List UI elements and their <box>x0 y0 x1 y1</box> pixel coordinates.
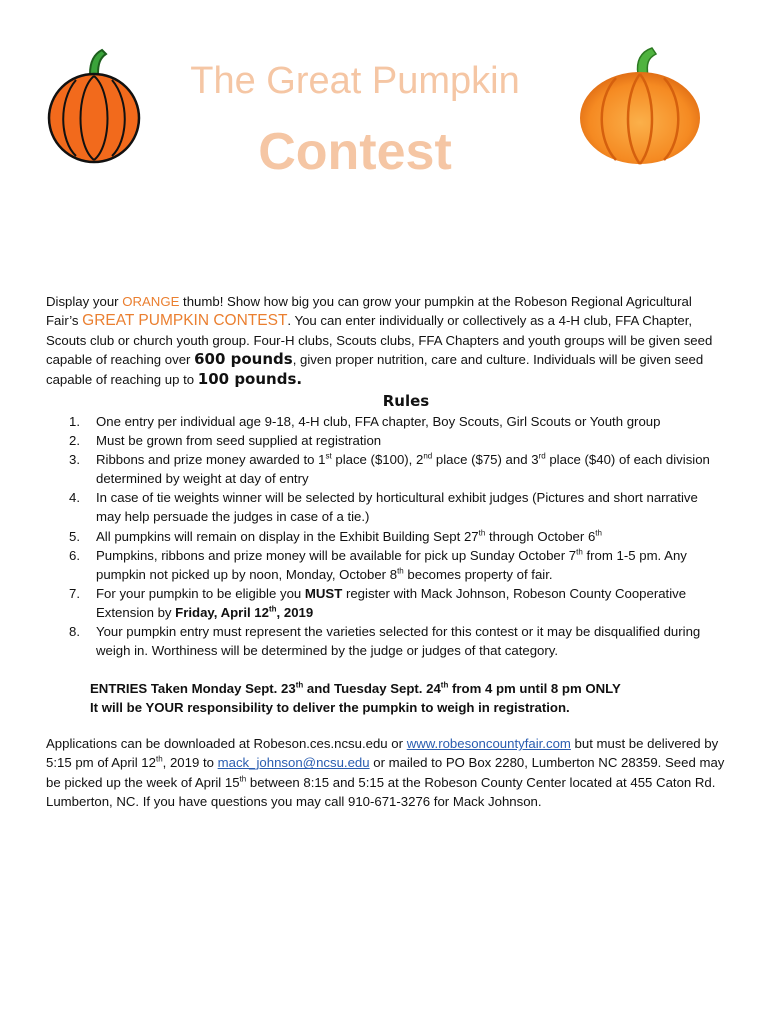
contest-name: GREAT PUMPKIN CONTEST <box>82 312 288 330</box>
ordinal: th <box>268 604 277 614</box>
ordinal: th <box>295 680 304 690</box>
rule-number: 8. <box>69 624 80 640</box>
intro-text: thumb! Show how big you can grow your pumpkin at the Robeson Regional Agricultural Fair’s <box>46 294 692 329</box>
applications-text: or mailed to PO Box 2280, Lumberton NC 28359. Seed may be picked up the week of April 15 <box>46 755 725 790</box>
rule-number: 7. <box>69 585 80 601</box>
rule-item <box>46 546 726 584</box>
entries-text: ENTRIES Taken Monday Sept. 23 <box>90 681 296 696</box>
applications-text: Applications can be downloaded at Robeson.ces.ncsu.edu or <box>46 736 407 751</box>
rule-text: Your pumpkin entry must represent the varieties selected for this contest or it may be disqualified during weigh in. Worthiness will be determined by the judge or judges of that category. <box>96 624 701 659</box>
rule-text: For your pumpkin to be eligible you <box>96 585 305 601</box>
fair-website-link[interactable]: www.robesoncountyfair.com <box>406 736 571 751</box>
rule-number: 2. <box>69 433 80 449</box>
ordinal: th <box>239 774 247 784</box>
entries-text: and Tuesday Sept. 24 <box>303 681 441 696</box>
rule-number: 4. <box>69 490 80 506</box>
ordinal: th <box>478 528 486 538</box>
rule-item <box>46 527 726 546</box>
rule-item <box>46 412 726 431</box>
rules-list <box>46 412 726 660</box>
rule-item <box>46 450 726 488</box>
intro-paragraph <box>46 292 726 389</box>
rule-item <box>46 488 726 526</box>
title-line-2: Contest <box>258 123 452 181</box>
rule-text: Must be grown from seed supplied at registration <box>96 433 382 449</box>
rule-text: through October 6 <box>485 528 596 544</box>
rule-text: becomes property of fair. <box>403 566 553 582</box>
email-link[interactable]: mack_johnson@ncsu.edu <box>217 755 370 771</box>
ordinal: st <box>325 451 332 461</box>
entries-notice <box>90 679 730 717</box>
rule-number: 1. <box>69 414 80 429</box>
rule-number: 3. <box>69 452 80 468</box>
applications-text: , 2019 to <box>162 755 218 771</box>
rule-number: 5. <box>69 528 80 544</box>
weight-group: 600 pounds <box>194 350 293 369</box>
rule-item <box>46 584 726 622</box>
entries-line-2: It will be YOUR responsibility to deliver the pumpkin to weigh in registration. <box>90 700 570 716</box>
intro-text: . You can enter individually or collectively as a 4-H club, FFA Chapter, Scouts club or church youth group. Four-H clubs, Scouts clubs, FFA Chapters and youth groups will be given seed capable of reaching over <box>46 313 713 368</box>
rule-text: Pumpkins, ribbons and prize money will be available for pick up Sunday October 7 <box>96 547 577 563</box>
weight-individual: 100 pounds. <box>197 369 303 388</box>
ordinal: th <box>440 680 449 690</box>
rule-text: place ($75) and 3 <box>432 452 539 468</box>
rule-text: All pumpkins will remain on display in the Exhibit Building Sept 27 <box>96 528 479 544</box>
deadline-year: , 2019 <box>276 604 314 620</box>
ordinal: th <box>576 547 583 557</box>
rules-heading: Rules <box>382 392 430 410</box>
must-emphasis: MUST <box>304 585 343 601</box>
entries-line-1 <box>90 679 730 698</box>
rule-text: place ($100), 2 <box>331 452 424 468</box>
rule-text: Ribbons and prize money awarded to 1 <box>96 452 326 468</box>
applications-paragraph <box>46 734 736 812</box>
title-line-1: The Great Pumpkin <box>190 60 520 102</box>
ordinal: nd <box>423 451 433 461</box>
orange-word: ORANGE <box>122 294 180 309</box>
rule-text: One entry per individual age 9-18, 4-H club, FFA chapter, Boy Scouts, Girl Scouts or Youth group <box>96 414 661 429</box>
applications-text: but must be delivered by 5:15 pm of April 12 <box>46 736 719 771</box>
ordinal: th <box>155 755 163 765</box>
rule-text: register with Mack Johnson, Robeson County Cooperative Extension by <box>96 585 687 620</box>
rule-item <box>46 622 726 660</box>
ordinal: th <box>397 566 404 576</box>
rule-number: 6. <box>69 547 80 563</box>
rule-text: In case of tie weights winner will be selected by horticultural exhibit judges (Pictures and short narrative may help persuade the judges in case of a tie.) <box>96 490 698 525</box>
rule-text: place ($40) of each division determined by weight at day of entry <box>96 452 710 487</box>
rule-text: from 1-5 pm. Any pumpkin not picked up by noon, Monday, October 8 <box>96 547 687 582</box>
ordinal: th <box>595 528 602 538</box>
rule-item <box>46 431 726 450</box>
applications-text: between 8:15 and 5:15 at the Robeson County Center located at 455 Caton Rd. Lumberton, NC. If you have questions you may call 910-671-3276 for Mack Johnson. <box>46 774 716 810</box>
intro-text: , given proper nutrition, care and culture. Individuals will be given seed capable of reaching up to <box>46 352 704 387</box>
intro-text: Display your <box>46 294 123 309</box>
deadline-date: Friday, April 12 <box>175 604 269 620</box>
entries-text: from 4 pm until 8 pm ONLY <box>448 681 621 696</box>
ordinal: rd <box>538 451 546 461</box>
